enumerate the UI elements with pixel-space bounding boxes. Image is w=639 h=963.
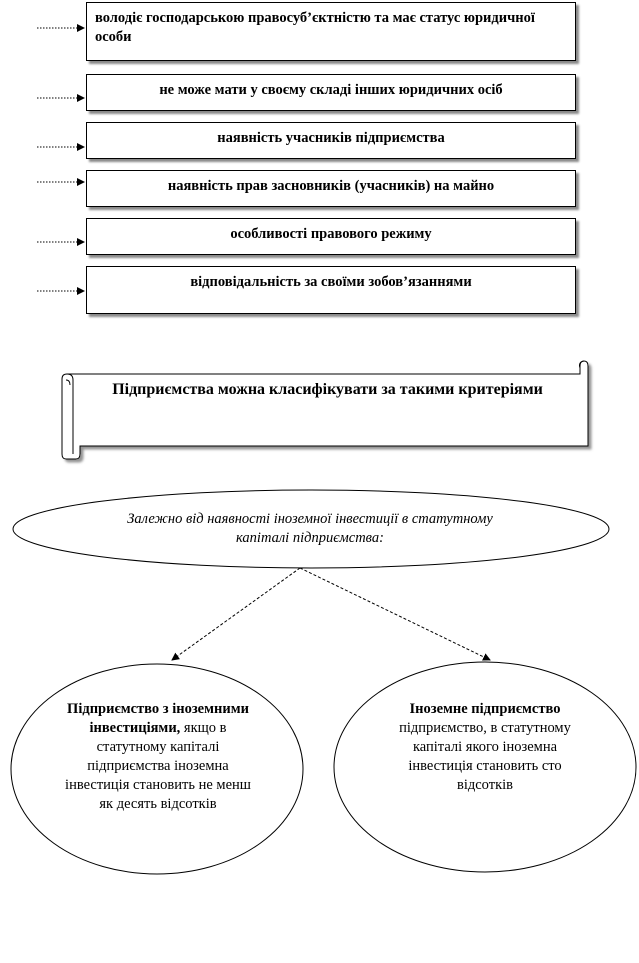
- right-node-title: Іноземне підприємство: [409, 701, 561, 717]
- feature-text: не може мати у своєму складі інших юридичних осіб: [159, 82, 503, 98]
- feature-box-founder-rights: [86, 170, 576, 207]
- feature-box-no-subsidiaries: [86, 74, 576, 111]
- feature-text: володіє господарською правосуб’єктністю та має статус юридичної особи: [95, 10, 535, 45]
- feature-box-participants: [86, 122, 576, 159]
- left-node-body: якщо в статутному капіталі підприємства іноземна інвестиція становить не менш як десять відсотків: [65, 720, 251, 812]
- right-node-text: [380, 700, 590, 795]
- scroll-title: Підприємства можна класифікувати за такими критеріями: [112, 381, 543, 398]
- feature-text: відповідальність за своїми зобов’язаннями: [190, 274, 472, 290]
- feature-box-legal-regime: [86, 218, 576, 255]
- criterion-text: Залежно від наявності іноземної інвестиції в статутному капіталі підприємства:: [127, 511, 493, 546]
- left-node-text: [58, 700, 258, 814]
- feature-text: особливості правового режиму: [230, 226, 432, 242]
- arrow-to-left-node: [172, 568, 300, 660]
- right-node-body: підприємство, в статутному капіталі якого іноземна інвестиція становить сто відсотків: [399, 720, 571, 793]
- feature-box-legal-entity: [86, 2, 576, 61]
- scroll-banner: [62, 361, 588, 459]
- feature-text: наявність учасників підприємства: [217, 130, 445, 146]
- arrow-to-right-node: [300, 568, 490, 660]
- left-node-title: Підприємство з іноземними інвестиціями,: [67, 701, 249, 736]
- feature-text: наявність прав засновників (учасників) на майно: [167, 178, 495, 194]
- feature-box-liability: [86, 266, 576, 314]
